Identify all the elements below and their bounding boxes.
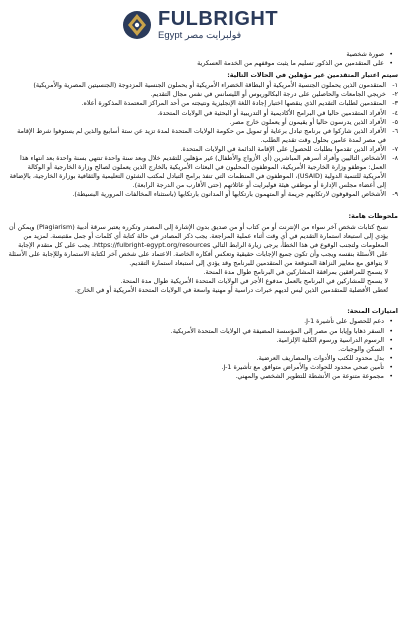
item-text: الأشخاص التاليين وأفراد أسرهم المباشرين (أي الأزواج والأطفال) غير مؤهلين للتقديم خلال وبعد سنة واحدة تنتهي بسنة واحدة بعد انتهاء هذا العمل: موظفو وزارة الخارجية الأمريكية، الموظفون المحليون في البعثات الأمريكية بالخارج الذين يعملون لصالح وزارة الخارجية أو الوكالة الأمريكية للتنمية الدولية (USAID)، الموظفون في المنظمات التي تنفذ برامج التبادل لمكتب الشئون التعليمية والثقافية بوزارة الخارجية، بالإضافة إلى أعضاء مجلس الإدارة أو موظفي هيئة فولبرايت أو عائلاتهم (حتى الأقارب من الدرجة الرابعة). bbox=[9, 154, 386, 190]
list-item bbox=[8, 118, 398, 127]
fulbright-logo bbox=[122, 6, 292, 46]
item-text: المتقدمين لطلبات التقديم الذي ينقصها اختبار إجادة اللغة الإنجليزية ونتيجته من أحد المراكز المعتمدة المذكورة أعلاه. bbox=[81, 99, 386, 108]
item-number: ٢- bbox=[392, 90, 398, 99]
item-number: ٦- bbox=[392, 126, 398, 135]
list-item bbox=[8, 99, 398, 108]
item-number: ٣- bbox=[392, 99, 398, 108]
logo-subtitle: Egypt فولبرايت مصر bbox=[158, 30, 242, 41]
item-text: الأفراد المتقدمين حاليا في البرامج الأكاديمية أو التدريبية أو البحثية في الولايات المتحدة. bbox=[157, 108, 386, 117]
item-number: ٩- bbox=[392, 190, 398, 199]
logo-wordmark: FULBRIGHT bbox=[158, 8, 279, 30]
notes-heading: ملحوظات هامة: bbox=[348, 211, 398, 220]
note-paragraph: لا يسمح للمشاركين في البرنامج بالعمل مدفوع الأجر في الولايات المتحدة الأمريكية طوال مدة المنحة. bbox=[120, 277, 388, 286]
note-paragraph: لا يسمح للمرافقين بمرافقة المشاركين في البرنامج طوال مدة المنحة. bbox=[203, 268, 388, 277]
list-item: • بدل محدود للكتب والأدوات والمصاريف العرضية. bbox=[8, 354, 384, 363]
list-item bbox=[8, 145, 398, 154]
item-text: خريجي الجامعات والحاصلين على درجة البكالوريوس أو الليسانس في نفس مجال التقديم. bbox=[150, 90, 386, 99]
notes-section bbox=[8, 223, 398, 296]
ineligible-list bbox=[8, 81, 398, 199]
note-paragraph: نسخ كتابات شخص آخر سواء من الإنترنت أو من كتاب أو من صديق بدون الإشارة إلى المصدر وتكرره يعتبر سرقة أدبية (Plagiarism) ويمكن أن يؤدي إلى استبعاد استمارة التقديم في أي وقت أثناء عملية المراجعة. يجب ذكر المصادر في حالة كتابة أي كلمات أو جمل مقتبسة. لمزيد من المعلومات ولتجنب الوقوع في هذا الخطأ، يرجى زيارة الرابط التالي https://fulbright-egypt.org/resources. يجب على كل متقدم الإجابة على الأسئلة بنفسه ويجب وأن تكون جميع الإجابات حقيقية وتعكس أفكاره الخاصة. الاعتماد على شخص آخر لكتابة الاستمارة وللإجابة على الأسئلة لا يتوافق مع معايير النزاهة المتوقعة من المتقدمين للبرنامج وقد يؤدي إلى استبعاد استمارة التقديم. bbox=[8, 222, 388, 267]
list-item: • تأمين صحي محدود للحوادث والأمراض متوافق مع تأشيرة J-1. bbox=[8, 363, 384, 372]
list-item bbox=[8, 127, 398, 145]
list-item: • دعم للحصول على تأشيرة J-1. bbox=[8, 317, 384, 326]
ineligible-heading: سيتم اعتبار المتقدمين غير مؤهلين في الحالات التالية: bbox=[227, 71, 398, 80]
benefits-heading: امتيازات المنحة: bbox=[347, 307, 398, 316]
list-item: • على المتقدمين من الذكور تسليم ما يثبت موقفهم من الخدمة العسكرية bbox=[8, 59, 384, 68]
note-paragraph: تُعطى الأفضلية للمتقدمين الذين ليس لديهم خبرات دراسية أو مهنية واسعة في الولايات المتحدة الأمريكية أو في الخارج. bbox=[74, 286, 388, 295]
item-text: الأفراد الذين يدرسون حاليا أو يقيمون أو يعملون خارج مصر. bbox=[229, 117, 386, 126]
list-item: • مجموعة متنوعة من الأنشطة للتطوير الشخصي والمهني. bbox=[8, 372, 384, 381]
list-item: • السفر ذهابا وإيابا من مصر إلى المؤسسة المضيفة في الولايات المتحدة الأمريكية. bbox=[8, 327, 384, 336]
benefits-list bbox=[8, 317, 398, 381]
item-text: الأشخاص الموقوفون لارتكابهم جريمة أو المتهمون بارتكابها أو المدانون بارتكابها (باستثناء المخالفات المرورية البسيطة). bbox=[72, 190, 386, 199]
list-item bbox=[8, 109, 398, 118]
list-item: • السكن والوجبات. bbox=[8, 345, 384, 354]
item-text: الأفراد الذين تقدموا بطلبات للحصول على الإقامة الدائمة في الولايات المتحدة. bbox=[180, 144, 386, 153]
list-item bbox=[8, 81, 398, 90]
list-item bbox=[8, 190, 398, 199]
fulbright-emblem-icon bbox=[122, 10, 152, 40]
item-number: ٥- bbox=[392, 117, 398, 126]
list-item bbox=[8, 154, 398, 190]
item-text: المتقدمون الذين يحملون الجنسية الأمريكية أو البطاقة الخضراء الأمريكية أو يحملون الجنسية المزدوجة (الجنسيتين المصرية والأمريكية) bbox=[33, 81, 386, 90]
required-documents-list bbox=[8, 50, 398, 68]
item-number: ١- bbox=[392, 81, 398, 90]
item-number: ٨- bbox=[392, 154, 398, 163]
item-number: ٤- bbox=[392, 108, 398, 117]
list-item: • صورة شخصية bbox=[8, 50, 384, 59]
item-number: ٧- bbox=[392, 144, 398, 153]
document-body bbox=[8, 50, 398, 381]
item-text: الأفراد الذين شاركوا في برنامج تبادل برعاية أو تمويل من حكومة الولايات المتحدة لمدة تزيد عن ستة أسابيع والذين لم يستوفوا شرط الإقامة في مصر لمدة عامين بحلول وقت تقديم الطلب. bbox=[17, 126, 386, 144]
list-item: • الرسوم الدراسية ورسوم الكلية الإلزامية. bbox=[8, 336, 384, 345]
